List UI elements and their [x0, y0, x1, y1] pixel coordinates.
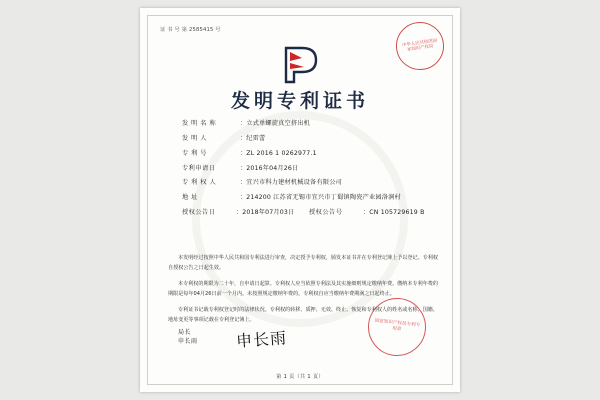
- director-title: 局长: [178, 329, 192, 336]
- field-label: 专利申请日: [182, 164, 216, 172]
- field-colon: ：: [240, 149, 247, 157]
- field-label: 发 明 人: [182, 134, 207, 142]
- field-colon: ：: [240, 134, 247, 142]
- legal-paragraph-2: 本专利权的期限为二十年，自申请日起算。专利权人应当依照专利法及其实施细则规定缴纳年费。缴纳本专利年费的期限是每年04月26日前一个月内。未按照规定缴纳年费的，专利权自应当缴纳年费期满之日起终止。: [168, 280, 438, 297]
- field-value: CN 105729619 B: [369, 209, 425, 217]
- field-label: 专 利 号: [182, 149, 207, 157]
- field-row-patent-number: [182, 150, 436, 158]
- field-colon: ：: [240, 164, 247, 172]
- field-value: 2018年07月03日: [242, 209, 295, 217]
- field-label: 授权公告号: [309, 209, 343, 217]
- director-name: 申长雨: [178, 338, 198, 345]
- patent-office-logo-icon: [272, 44, 328, 84]
- official-seal-text: 国家知识产权局专利专用章: [374, 318, 421, 333]
- field-value: 宜兴市科力建材机械设备有限公司: [246, 179, 342, 187]
- national-emblem-seal: [393, 19, 447, 73]
- field-colon: ：: [240, 120, 247, 127]
- field-row-address: [182, 194, 436, 202]
- director-label: [178, 328, 198, 346]
- field-value: 2016年04月26日: [246, 164, 299, 172]
- field-colon: ：: [240, 194, 247, 202]
- field-label: 地 址: [182, 194, 198, 202]
- certificate-fields: [182, 120, 436, 224]
- field-colon: ：: [240, 179, 247, 187]
- top-seal-text: 中华人民共和国国家知识产权局: [401, 38, 438, 53]
- field-value: 立式单螺旋真空挤出机: [246, 120, 311, 127]
- field-colon: ：: [236, 209, 243, 217]
- field-row-grant-info: [182, 209, 436, 217]
- field-label: 发 明 名 称: [182, 120, 217, 127]
- field-row-patentee: [182, 179, 436, 187]
- field-grant-number: [309, 209, 436, 217]
- director-signature: 申长雨: [235, 328, 288, 351]
- field-value: 纪雷蕾: [246, 134, 266, 142]
- field-row-invention-name: [182, 120, 436, 128]
- field-colon: ：: [363, 209, 370, 217]
- field-value: 214200 江苏省无锡市宜兴市丁蜀镇陶瓷产业园洛涧村: [246, 194, 401, 202]
- patent-certificate: [140, 8, 460, 392]
- field-label: 授权公告日: [182, 209, 216, 217]
- certificate-number: 证 书 号 第 2585415 号: [160, 27, 221, 33]
- legal-paragraph-1: 本发明经过按照中华人民共和国专利法进行审查，决定授予专利权，颁发本证书并在专利登记簿上予以登记。专利权自授权公告之日起生效。: [168, 255, 438, 271]
- field-value: ZL 2016 1 0262977.1: [246, 149, 317, 157]
- page-number: 第 1 页（共 1 页）: [276, 374, 324, 380]
- field-grant-date: [182, 209, 309, 217]
- field-label: 专 利 权 人: [182, 179, 217, 187]
- field-row-application-date: [182, 165, 436, 173]
- legal-paragraph-3: 专利证书记载专利权登记时的法律状况。专利权的转移、质押、无效、终止、恢复和专利权人的姓名或名称、国籍、地址变更等事项记载在专利登记簿上。: [168, 306, 438, 323]
- page-title: 发明专利证书: [230, 90, 369, 112]
- field-row-inventor: [182, 135, 436, 143]
